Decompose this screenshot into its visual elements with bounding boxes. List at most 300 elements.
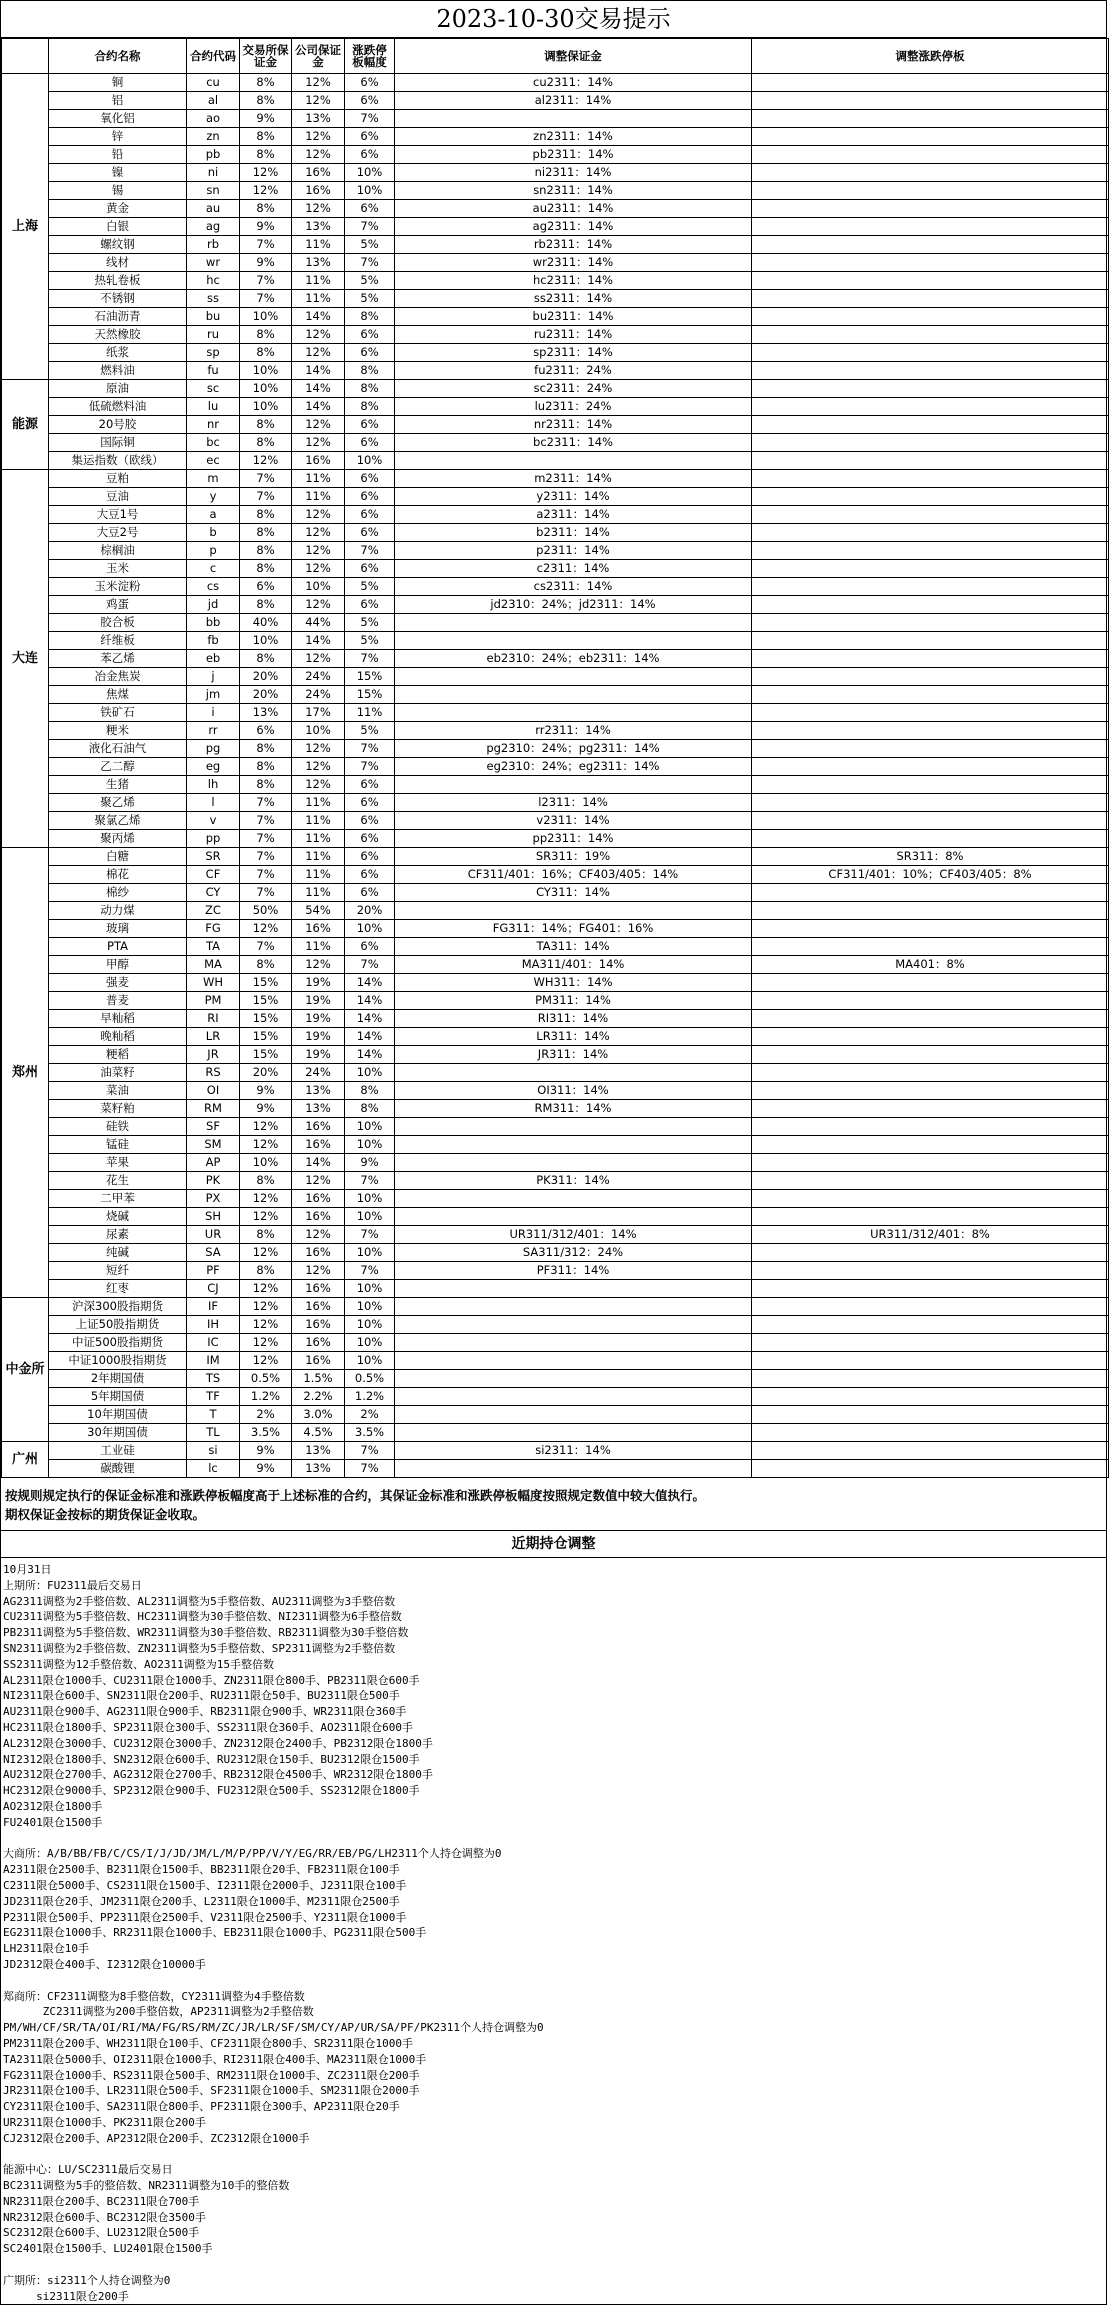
recent-position-line: 上期所：FU2311最后交易日 bbox=[3, 1578, 142, 1592]
contract-name-cell: 铁矿石 bbox=[49, 704, 187, 722]
table-row bbox=[2, 1262, 1109, 1280]
contract-name-cell: 短纤 bbox=[49, 1262, 187, 1280]
price-limit-cell: 20% bbox=[345, 902, 395, 920]
contract-name-cell: 聚乙烯 bbox=[49, 794, 187, 812]
recent-position-line bbox=[3, 1973, 1104, 1989]
adjusted-limit-cell bbox=[752, 488, 1109, 506]
contract-code-cell: IH bbox=[187, 1316, 240, 1334]
table-row bbox=[2, 614, 1109, 632]
rules-note-line: 按规则规定执行的保证金标准和涨跌停板幅度高于上述标准的合约，其保证金标准和涨跌停板幅度按照规定数值中较大值执行。 bbox=[5, 1488, 706, 1503]
company-margin-cell: 17% bbox=[292, 704, 345, 722]
exchange-margin-cell: 7% bbox=[240, 848, 292, 866]
contract-name-cell: 白银 bbox=[49, 218, 187, 236]
exchange-margin-cell: 8% bbox=[240, 326, 292, 344]
adjusted-limit-cell bbox=[752, 794, 1109, 812]
table-row bbox=[2, 596, 1109, 614]
exchange-margin-cell: 7% bbox=[240, 884, 292, 902]
adjusted-margin-cell bbox=[395, 776, 752, 794]
contract-code-cell: jm bbox=[187, 686, 240, 704]
contract-code-cell: OI bbox=[187, 1082, 240, 1100]
exchange-margin-cell: 8% bbox=[240, 434, 292, 452]
contract-code-cell: fb bbox=[187, 632, 240, 650]
adjusted-margin-cell: JR311：14% bbox=[395, 1046, 752, 1064]
contract-code-cell: bb bbox=[187, 614, 240, 632]
company-margin-cell: 12% bbox=[292, 344, 345, 362]
contract-code-cell: lc bbox=[187, 1460, 240, 1478]
adjusted-margin-cell: eb2310：24%；eb2311：14% bbox=[395, 650, 752, 668]
company-margin-cell: 16% bbox=[292, 920, 345, 938]
adjusted-margin-cell bbox=[395, 686, 752, 704]
contract-code-cell: JR bbox=[187, 1046, 240, 1064]
table-row bbox=[2, 380, 1109, 398]
contract-name-cell: 纯碱 bbox=[49, 1244, 187, 1262]
adjusted-margin-cell: l2311：14% bbox=[395, 794, 752, 812]
contract-name-cell: 聚氯乙烯 bbox=[49, 812, 187, 830]
price-limit-cell: 8% bbox=[345, 1100, 395, 1118]
price-limit-cell: 5% bbox=[345, 722, 395, 740]
exchange-margin-cell: 9% bbox=[240, 1442, 292, 1460]
price-limit-cell: 10% bbox=[345, 1208, 395, 1226]
company-margin-cell: 12% bbox=[292, 200, 345, 218]
price-limit-cell: 15% bbox=[345, 668, 395, 686]
contract-name-cell: 二甲苯 bbox=[49, 1190, 187, 1208]
contract-code-cell: fu bbox=[187, 362, 240, 380]
company-margin-cell: 44% bbox=[292, 614, 345, 632]
price-limit-cell: 6% bbox=[345, 938, 395, 956]
company-margin-cell: 11% bbox=[292, 236, 345, 254]
price-limit-cell: 10% bbox=[345, 452, 395, 470]
adjusted-margin-cell bbox=[395, 1190, 752, 1208]
adjusted-limit-cell bbox=[752, 92, 1109, 110]
adjusted-margin-cell bbox=[395, 1154, 752, 1172]
exchange-margin-cell: 20% bbox=[240, 668, 292, 686]
adjusted-limit-cell bbox=[752, 1082, 1109, 1100]
company-margin-cell: 11% bbox=[292, 830, 345, 848]
sheet-title: 2023-10-30交易提示 bbox=[1, 1, 1106, 38]
company-margin-cell: 16% bbox=[292, 1190, 345, 1208]
adjusted-margin-cell: jd2310：24%；jd2311：14% bbox=[395, 596, 752, 614]
price-limit-cell: 6% bbox=[345, 794, 395, 812]
recent-position-line: FU2401限仓1500手 bbox=[3, 1815, 103, 1829]
price-limit-cell: 14% bbox=[345, 974, 395, 992]
adjusted-margin-cell: eg2310：24%；eg2311：14% bbox=[395, 758, 752, 776]
table-row bbox=[2, 1370, 1109, 1388]
price-limit-cell: 10% bbox=[345, 1298, 395, 1316]
exchange-margin-cell: 7% bbox=[240, 938, 292, 956]
recent-position-line: NR2311限仓200手、BC2311限仓700手 bbox=[3, 2194, 200, 2208]
adjusted-margin-cell bbox=[395, 632, 752, 650]
price-limit-cell: 6% bbox=[345, 74, 395, 92]
contract-code-cell: p bbox=[187, 542, 240, 560]
adjusted-limit-cell bbox=[752, 452, 1109, 470]
table-row bbox=[2, 704, 1109, 722]
table-row bbox=[2, 146, 1109, 164]
table-row bbox=[2, 470, 1109, 488]
contract-name-cell: 石油沥青 bbox=[49, 308, 187, 326]
exchange-margin-cell: 12% bbox=[240, 1280, 292, 1298]
company-margin-cell: 16% bbox=[292, 1352, 345, 1370]
table-row bbox=[2, 488, 1109, 506]
contract-name-cell: 红枣 bbox=[49, 1280, 187, 1298]
table-row bbox=[2, 1136, 1109, 1154]
table-row bbox=[2, 848, 1109, 866]
company-margin-cell: 14% bbox=[292, 362, 345, 380]
adjusted-margin-cell: v2311：14% bbox=[395, 812, 752, 830]
adjusted-margin-cell: au2311：14% bbox=[395, 200, 752, 218]
table-row bbox=[2, 398, 1109, 416]
contract-name-cell: 聚丙烯 bbox=[49, 830, 187, 848]
adjusted-margin-cell: bc2311：14% bbox=[395, 434, 752, 452]
company-margin-cell: 12% bbox=[292, 740, 345, 758]
contract-code-cell: CJ bbox=[187, 1280, 240, 1298]
table-row bbox=[2, 938, 1109, 956]
price-limit-cell: 7% bbox=[345, 542, 395, 560]
recent-position-line bbox=[3, 2257, 1104, 2273]
exchange-margin-cell: 15% bbox=[240, 1028, 292, 1046]
price-limit-cell: 14% bbox=[345, 1028, 395, 1046]
exchange-margin-cell: 7% bbox=[240, 290, 292, 308]
adjusted-margin-cell: PK311：14% bbox=[395, 1172, 752, 1190]
contract-name-cell: 玉米 bbox=[49, 560, 187, 578]
recent-position-line: CJ2312限仓200手、AP2312限仓200手、ZC2312限仓1000手 bbox=[3, 2131, 310, 2145]
adjusted-limit-cell bbox=[752, 146, 1109, 164]
table-row bbox=[2, 1406, 1109, 1424]
exchange-margin-cell: 10% bbox=[240, 308, 292, 326]
price-limit-cell: 6% bbox=[345, 470, 395, 488]
contract-code-cell: nr bbox=[187, 416, 240, 434]
company-margin-cell: 14% bbox=[292, 308, 345, 326]
adjusted-margin-cell: hc2311：14% bbox=[395, 272, 752, 290]
adjusted-margin-cell: si2311：14% bbox=[395, 1442, 752, 1460]
adjusted-limit-cell bbox=[752, 74, 1109, 92]
table-row bbox=[2, 668, 1109, 686]
contract-code-cell: wr bbox=[187, 254, 240, 272]
adjusted-margin-cell bbox=[395, 1352, 752, 1370]
exchange-margin-cell: 8% bbox=[240, 776, 292, 794]
recent-position-line: JR2311限仓100手、LR2311限仓500手、SF2311限仓1000手、SM2311限仓2000手 bbox=[3, 2084, 420, 2098]
contract-code-cell: ru bbox=[187, 326, 240, 344]
adjusted-limit-cell bbox=[752, 704, 1109, 722]
exchange-margin-cell: 9% bbox=[240, 110, 292, 128]
recent-position-line: AL2311限仓1000手、CU2311限仓1000手、ZN2311限仓800手、PB2311限仓600手 bbox=[3, 1673, 420, 1687]
price-limit-cell: 6% bbox=[345, 884, 395, 902]
contract-name-cell: 氧化铝 bbox=[49, 110, 187, 128]
price-limit-cell: 6% bbox=[345, 848, 395, 866]
contract-name-cell: 液化石油气 bbox=[49, 740, 187, 758]
exchange-margin-cell: 12% bbox=[240, 1352, 292, 1370]
header-contract-name: 合约名称 bbox=[49, 39, 187, 74]
adjusted-limit-cell bbox=[752, 182, 1109, 200]
adjusted-limit-cell bbox=[752, 380, 1109, 398]
company-margin-cell: 12% bbox=[292, 956, 345, 974]
table-row bbox=[2, 1208, 1109, 1226]
contract-name-cell: 豆油 bbox=[49, 488, 187, 506]
exchange-margin-cell: 12% bbox=[240, 1136, 292, 1154]
table-row bbox=[2, 1154, 1109, 1172]
price-limit-cell: 5% bbox=[345, 236, 395, 254]
exchange-margin-cell: 8% bbox=[240, 560, 292, 578]
table-row bbox=[2, 326, 1109, 344]
exchange-margin-cell: 7% bbox=[240, 236, 292, 254]
adjusted-margin-cell: wr2311：14% bbox=[395, 254, 752, 272]
table-row bbox=[2, 758, 1109, 776]
contract-name-cell: 豆粕 bbox=[49, 470, 187, 488]
table-row bbox=[2, 812, 1109, 830]
company-margin-cell: 3.0% bbox=[292, 1406, 345, 1424]
price-limit-cell: 6% bbox=[345, 830, 395, 848]
table-row bbox=[2, 1316, 1109, 1334]
adjusted-limit-cell bbox=[752, 812, 1109, 830]
exchange-margin-cell: 8% bbox=[240, 956, 292, 974]
adjusted-limit-cell bbox=[752, 128, 1109, 146]
table-row bbox=[2, 578, 1109, 596]
adjusted-limit-cell bbox=[752, 560, 1109, 578]
contract-code-cell: T bbox=[187, 1406, 240, 1424]
exchange-margin-cell: 20% bbox=[240, 686, 292, 704]
company-margin-cell: 19% bbox=[292, 1028, 345, 1046]
adjusted-limit-cell bbox=[752, 1352, 1109, 1370]
contract-name-cell: 锡 bbox=[49, 182, 187, 200]
table-row bbox=[2, 956, 1109, 974]
adjusted-limit-cell bbox=[752, 1046, 1109, 1064]
contract-name-cell: 2年期国债 bbox=[49, 1370, 187, 1388]
exchange-margin-cell: 9% bbox=[240, 1082, 292, 1100]
contract-name-cell: 菜籽粕 bbox=[49, 1100, 187, 1118]
company-margin-cell: 10% bbox=[292, 722, 345, 740]
contract-code-cell: SF bbox=[187, 1118, 240, 1136]
adjusted-limit-cell bbox=[752, 1406, 1109, 1424]
exchange-margin-cell: 12% bbox=[240, 1190, 292, 1208]
company-margin-cell: 12% bbox=[292, 326, 345, 344]
recent-position-line: PB2311调整为5手整倍数、WR2311调整为30手整倍数、RB2311调整为30手整倍数 bbox=[3, 1626, 409, 1640]
company-margin-cell: 14% bbox=[292, 398, 345, 416]
price-limit-cell: 6% bbox=[345, 434, 395, 452]
price-limit-cell: 6% bbox=[345, 344, 395, 362]
recent-position-line bbox=[3, 1831, 1104, 1847]
contract-code-cell: ss bbox=[187, 290, 240, 308]
contract-code-cell: lh bbox=[187, 776, 240, 794]
contract-code-cell: cs bbox=[187, 578, 240, 596]
header-exchange bbox=[2, 39, 49, 74]
contract-code-cell: zn bbox=[187, 128, 240, 146]
recent-position-line: ZC2311调整为200手整倍数，AP2311调整为2手整倍数 bbox=[3, 2005, 314, 2019]
table-row bbox=[2, 128, 1109, 146]
recent-position-line: NR2312限仓600手、BC2312限仓3500手 bbox=[3, 2210, 206, 2224]
adjusted-limit-cell bbox=[752, 524, 1109, 542]
exchange-margin-cell: 12% bbox=[240, 452, 292, 470]
exchange-margin-cell: 7% bbox=[240, 812, 292, 830]
price-limit-cell: 8% bbox=[345, 362, 395, 380]
adjusted-margin-cell: rb2311：14% bbox=[395, 236, 752, 254]
contract-name-cell: 热轧卷板 bbox=[49, 272, 187, 290]
price-limit-cell: 6% bbox=[345, 776, 395, 794]
adjusted-margin-cell: lu2311：24% bbox=[395, 398, 752, 416]
contract-code-cell: c bbox=[187, 560, 240, 578]
company-margin-cell: 12% bbox=[292, 596, 345, 614]
adjusted-limit-cell bbox=[752, 722, 1109, 740]
adjusted-limit-cell bbox=[752, 416, 1109, 434]
company-margin-cell: 11% bbox=[292, 866, 345, 884]
exchange-margin-cell: 7% bbox=[240, 866, 292, 884]
table-row bbox=[2, 92, 1109, 110]
adjusted-margin-cell: RI311：14% bbox=[395, 1010, 752, 1028]
adjusted-margin-cell: ss2311：14% bbox=[395, 290, 752, 308]
company-margin-cell: 1.5% bbox=[292, 1370, 345, 1388]
company-margin-cell: 24% bbox=[292, 1064, 345, 1082]
contract-name-cell: 纸浆 bbox=[49, 344, 187, 362]
price-limit-cell: 7% bbox=[345, 1226, 395, 1244]
contract-code-cell: b bbox=[187, 524, 240, 542]
contract-name-cell: 玉米淀粉 bbox=[49, 578, 187, 596]
table-row bbox=[2, 524, 1109, 542]
table-row bbox=[2, 866, 1109, 884]
adjusted-margin-cell bbox=[395, 1406, 752, 1424]
contract-name-cell: 国际铜 bbox=[49, 434, 187, 452]
table-row bbox=[2, 344, 1109, 362]
contract-name-cell: 棉纱 bbox=[49, 884, 187, 902]
adjusted-limit-cell bbox=[752, 362, 1109, 380]
adjusted-margin-cell bbox=[395, 1064, 752, 1082]
adjusted-limit-cell bbox=[752, 1100, 1109, 1118]
table-row bbox=[2, 200, 1109, 218]
contract-name-cell: 甲醇 bbox=[49, 956, 187, 974]
adjusted-limit-cell bbox=[752, 1190, 1109, 1208]
contract-code-cell: ao bbox=[187, 110, 240, 128]
adjusted-limit-cell bbox=[752, 110, 1109, 128]
adjusted-limit-cell bbox=[752, 236, 1109, 254]
exchange-margin-cell: 2% bbox=[240, 1406, 292, 1424]
contract-name-cell: 棉花 bbox=[49, 866, 187, 884]
contract-name-cell: 粳稻 bbox=[49, 1046, 187, 1064]
adjusted-limit-cell bbox=[752, 1010, 1109, 1028]
exchange-margin-cell: 10% bbox=[240, 1154, 292, 1172]
contract-code-cell: eb bbox=[187, 650, 240, 668]
contract-code-cell: RS bbox=[187, 1064, 240, 1082]
price-limit-cell: 8% bbox=[345, 308, 395, 326]
contract-name-cell: 焦煤 bbox=[49, 686, 187, 704]
company-margin-cell: 13% bbox=[292, 110, 345, 128]
contract-name-cell: 玻璃 bbox=[49, 920, 187, 938]
price-limit-cell: 10% bbox=[345, 1280, 395, 1298]
contract-code-cell: TA bbox=[187, 938, 240, 956]
header-exchange-margin: 交易所保证金 bbox=[240, 39, 292, 74]
adjusted-margin-cell: p2311：14% bbox=[395, 542, 752, 560]
adjusted-limit-cell bbox=[752, 992, 1109, 1010]
company-margin-cell: 16% bbox=[292, 164, 345, 182]
adjusted-margin-cell: y2311：14% bbox=[395, 488, 752, 506]
contract-code-cell: eg bbox=[187, 758, 240, 776]
recent-position-line: BC2311调整为5手的整倍数、NR2311调整为10手的整倍数 bbox=[3, 2179, 290, 2193]
contract-code-cell: CF bbox=[187, 866, 240, 884]
table-row bbox=[2, 1010, 1109, 1028]
table-row bbox=[2, 830, 1109, 848]
contract-name-cell: 低硫燃料油 bbox=[49, 398, 187, 416]
contract-code-cell: rr bbox=[187, 722, 240, 740]
price-limit-cell: 11% bbox=[345, 704, 395, 722]
contract-name-cell: 中证500股指期货 bbox=[49, 1334, 187, 1352]
contract-code-cell: v bbox=[187, 812, 240, 830]
price-limit-cell: 3.5% bbox=[345, 1424, 395, 1442]
company-margin-cell: 16% bbox=[292, 1334, 345, 1352]
table-row bbox=[2, 1424, 1109, 1442]
exchange-margin-cell: 8% bbox=[240, 1226, 292, 1244]
contract-code-cell: a bbox=[187, 506, 240, 524]
price-limit-cell: 10% bbox=[345, 1334, 395, 1352]
table-row bbox=[2, 974, 1109, 992]
exchange-cell: 中金所 bbox=[2, 1298, 49, 1442]
contract-code-cell: au bbox=[187, 200, 240, 218]
price-limit-cell: 10% bbox=[345, 1118, 395, 1136]
contract-name-cell: PTA bbox=[49, 938, 187, 956]
recent-position-line: UR2311限仓1000手、PK2311限仓200手 bbox=[3, 2115, 206, 2129]
contract-code-cell: IC bbox=[187, 1334, 240, 1352]
price-limit-cell: 7% bbox=[345, 1172, 395, 1190]
adjusted-margin-cell: ag2311：14% bbox=[395, 218, 752, 236]
company-margin-cell: 12% bbox=[292, 416, 345, 434]
price-limit-cell: 5% bbox=[345, 272, 395, 290]
exchange-margin-cell: 12% bbox=[240, 1244, 292, 1262]
adjusted-limit-cell bbox=[752, 578, 1109, 596]
table-row bbox=[2, 650, 1109, 668]
price-limit-cell: 10% bbox=[345, 164, 395, 182]
exchange-cell: 郑州 bbox=[2, 848, 49, 1298]
table-row bbox=[2, 506, 1109, 524]
company-margin-cell: 2.2% bbox=[292, 1388, 345, 1406]
contract-name-cell: 菜油 bbox=[49, 1082, 187, 1100]
price-limit-cell: 7% bbox=[345, 254, 395, 272]
contract-name-cell: 纤维板 bbox=[49, 632, 187, 650]
contract-name-cell: 强麦 bbox=[49, 974, 187, 992]
adjusted-margin-cell: FG311：14%；FG401：16% bbox=[395, 920, 752, 938]
contract-code-cell: SR bbox=[187, 848, 240, 866]
adjusted-margin-cell bbox=[395, 614, 752, 632]
price-limit-cell: 10% bbox=[345, 1244, 395, 1262]
adjusted-margin-cell: CY311：14% bbox=[395, 884, 752, 902]
company-margin-cell: 12% bbox=[292, 524, 345, 542]
table-row bbox=[2, 1280, 1109, 1298]
contract-name-cell: 碳酸锂 bbox=[49, 1460, 187, 1478]
table-row bbox=[2, 218, 1109, 236]
company-margin-cell: 12% bbox=[292, 74, 345, 92]
contract-code-cell: IF bbox=[187, 1298, 240, 1316]
contract-code-cell: lu bbox=[187, 398, 240, 416]
exchange-margin-cell: 8% bbox=[240, 650, 292, 668]
table-row bbox=[2, 884, 1109, 902]
recent-position-line: 大商所：A/B/BB/FB/C/CS/I/J/JD/JM/L/M/P/PP/V/Y/EG/RR/EB/PG/LH2311个人持仓调整为0 bbox=[3, 1847, 502, 1861]
company-margin-cell: 16% bbox=[292, 1316, 345, 1334]
exchange-cell: 大连 bbox=[2, 470, 49, 848]
price-limit-cell: 8% bbox=[345, 380, 395, 398]
company-margin-cell: 19% bbox=[292, 974, 345, 992]
adjusted-margin-cell: SA311/312：24% bbox=[395, 1244, 752, 1262]
adjusted-margin-cell: ni2311：14% bbox=[395, 164, 752, 182]
exchange-margin-cell: 12% bbox=[240, 1334, 292, 1352]
recent-position-line: AU2311限仓900手、AG2311限仓900手、RB2311限仓900手、WR2311限仓360手 bbox=[3, 1705, 407, 1719]
contract-code-cell: FG bbox=[187, 920, 240, 938]
table-row bbox=[2, 1388, 1109, 1406]
table-row bbox=[2, 632, 1109, 650]
price-limit-cell: 6% bbox=[345, 866, 395, 884]
recent-position-line: AG2311调整为2手整倍数、AL2311调整为5手整倍数、AU2311调整为3手整倍数 bbox=[3, 1594, 396, 1608]
price-limit-cell: 6% bbox=[345, 596, 395, 614]
contract-code-cell: UR bbox=[187, 1226, 240, 1244]
company-margin-cell: 12% bbox=[292, 776, 345, 794]
exchange-margin-cell: 12% bbox=[240, 164, 292, 182]
contract-code-cell: ZC bbox=[187, 902, 240, 920]
recent-position-line: LH2311限仓10手 bbox=[3, 1942, 89, 1956]
exchange-margin-cell: 12% bbox=[240, 1316, 292, 1334]
recent-position-line: PM/WH/CF/SR/TA/OI/RI/MA/FG/RS/RM/ZC/JR/LR/SF/SM/CY/AP/UR/SA/PF/PK2311个人持仓调整为0 bbox=[3, 2021, 544, 2035]
